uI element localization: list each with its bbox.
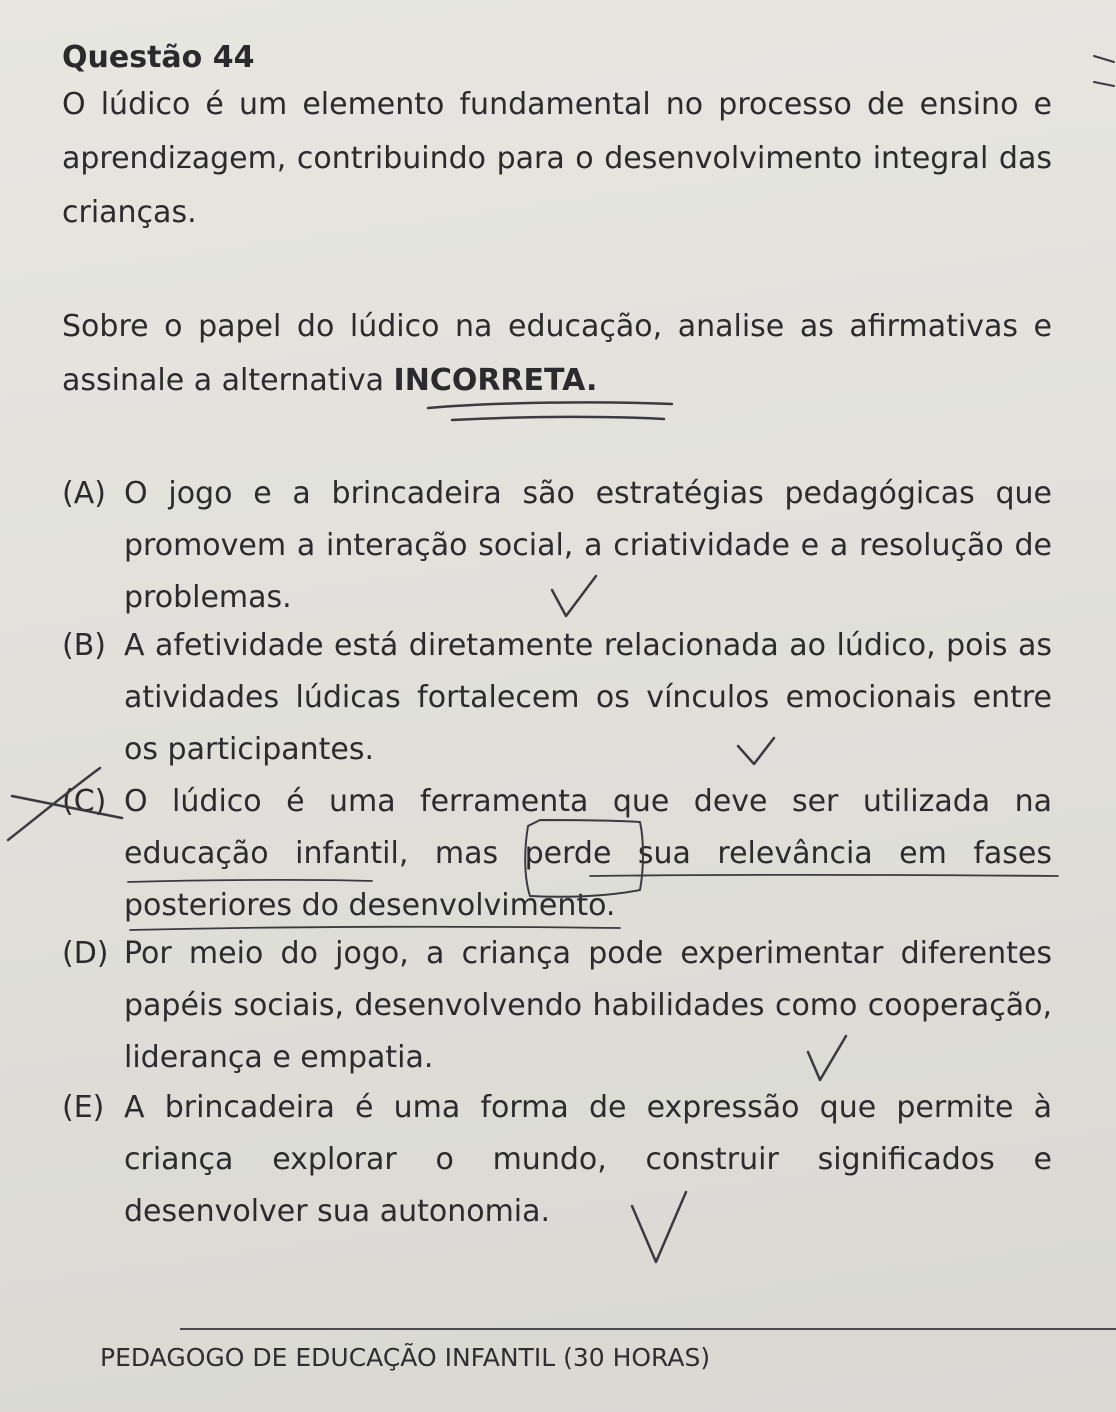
- question-title: Questão 44: [62, 40, 255, 75]
- margin-mark-top: [1094, 56, 1114, 86]
- option-e-letter: (E): [62, 1090, 105, 1125]
- option-d-letter: (D): [62, 936, 109, 971]
- option-e-text: A brincadeira é uma forma de expressão que permite à criança explorar o mundo, construir significados e desenvolver sua autonomia.: [124, 1090, 1052, 1229]
- option-c[interactable]: [62, 776, 1052, 932]
- footer-divider: [180, 1328, 1116, 1330]
- option-b[interactable]: [62, 620, 1052, 776]
- footer-label: PEDAGOGO DE EDUCAÇÃO INFANTIL (30 HORAS): [100, 1343, 711, 1372]
- option-a-text: O jogo e a brincadeira são estratégias pedagógicas que promovem a interação social, a criatividade e a resolução de problemas.: [124, 476, 1052, 615]
- option-e[interactable]: [62, 1082, 1052, 1238]
- option-c-text: O lúdico é uma ferramenta que deve ser utilizada na educação infantil, mas perde sua relevância em fases posteriores do desenvolvimento.: [124, 784, 1052, 923]
- option-a-letter: (A): [62, 476, 106, 511]
- question-intro: O lúdico é um elemento fundamental no processo de ensino e aprendizagem, contribuindo para o desenvolvimento integral das crianças.: [62, 87, 1052, 230]
- prompt-emphasis: INCORRETA.: [393, 363, 598, 398]
- option-b-letter: (B): [62, 628, 106, 663]
- option-d[interactable]: [62, 928, 1052, 1084]
- option-b-text: A afetividade está diretamente relacionada ao lúdico, pois as atividades lúdicas fortalecem os vínculos emocionais entre os participantes.: [124, 628, 1052, 767]
- question-prompt: [62, 300, 1052, 408]
- prompt-text: Sobre o papel do lúdico na educação, analise as afirmativas e assinale a alternativa: [62, 309, 1052, 398]
- option-c-letter: (C): [62, 784, 107, 819]
- option-a[interactable]: [62, 468, 1052, 624]
- option-d-text: Por meio do jogo, a criança pode experimentar diferentes papéis sociais, desenvolvendo habilidades como cooperação, liderança e empatia.: [124, 936, 1052, 1075]
